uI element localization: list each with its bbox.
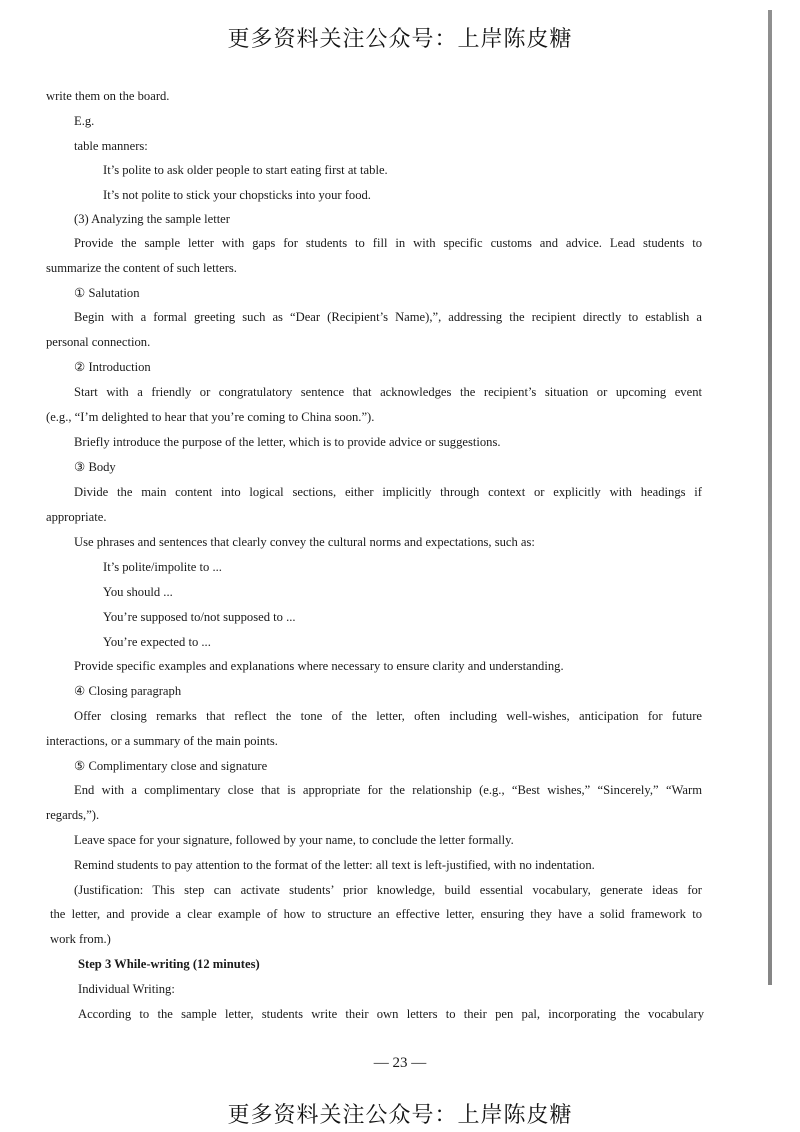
section-heading: (3) Analyzing the sample letter [74,212,230,226]
text-line: According to the sample letter, students write their own letters to their pen pal, incorporating the vocabulary [78,1007,704,1021]
text-line: It’s not polite to stick your chopsticks into your food. [103,188,371,202]
text-line: summarize the content of such letters. [46,261,237,275]
text-line: write them on the board. [46,89,170,103]
list-heading: ② Introduction [74,360,151,374]
text-line: interactions, or a summary of the main points. [46,734,278,748]
phrase-line: You’re supposed to/not supposed to ... [103,610,296,624]
text-line: work from.) [50,932,111,946]
phrase-line: You’re expected to ... [103,635,211,649]
text-line: Start with a friendly or congratulatory sentence that acknowledges the recipient’s situation or upcoming event [74,385,702,399]
text-line: Provide specific examples and explanations where necessary to ensure clarity and understanding. [74,659,564,673]
list-heading: ④ Closing paragraph [74,684,182,698]
text-line: Leave space for your signature, followed by your name, to conclude the letter formally. [74,833,514,847]
scan-edge-line [768,10,772,985]
text-line: table manners: [74,139,148,153]
text-line: Use phrases and sentences that clearly convey the cultural norms and expectations, such as: [74,535,535,549]
text-line: Briefly introduce the purpose of the letter, which is to provide advice or suggestions. [74,435,501,449]
text-line: Remind students to pay attention to the format of the letter: all text is left-justified, with no indentation. [74,858,595,872]
text-line: Individual Writing: [78,982,175,996]
text-line: Provide the sample letter with gaps for students to fill in with specific customs and advice. Lead students to [74,236,702,250]
text-line: End with a complimentary close that is appropriate for the relationship (e.g., “Best wishes,” “Sincerely,” “Warm [74,783,702,797]
text-line: Offer closing remarks that reflect the tone of the letter, often including well-wishes, anticipation for future [74,709,702,723]
text-line: appropriate. [46,510,107,524]
footer-banner: 更多资料关注公众号：上岸陈皮糖 [227,1103,573,1128]
text-line: personal connection. [46,335,151,349]
text-line: Divide the main content into logical sections, either implicitly through context or explicitly with headings if [74,485,702,499]
step-heading: Step 3 While-writing (12 minutes) [78,957,260,971]
phrase-line: You should ... [103,585,173,599]
text-line: E.g. [74,114,95,128]
text-line: It’s polite to ask older people to start eating first at table. [103,163,388,177]
header-banner: 更多资料关注公众号：上岸陈皮糖 [227,27,573,52]
list-heading: ⑤ Complimentary close and signature [74,759,268,773]
text-line: (Justification: This step can activate students’ prior knowledge, build essential vocabulary, generate ideas for [74,883,702,897]
text-line: the letter, and provide a clear example of how to structure an effective letter, ensuring they have a solid framework to [50,907,702,921]
list-heading: ③ Body [74,460,116,474]
phrase-line: It’s polite/impolite to ... [103,560,222,574]
text-line: (e.g., “I’m delighted to hear that you’re coming to China soon.”). [46,410,375,424]
text-line: regards,”). [46,808,100,822]
text-line: Begin with a formal greeting such as “Dear (Recipient’s Name),”, addressing the recipient directly to establish a [74,310,702,324]
page-number: — 23 — [373,1055,427,1071]
list-heading: ① Salutation [74,286,140,300]
